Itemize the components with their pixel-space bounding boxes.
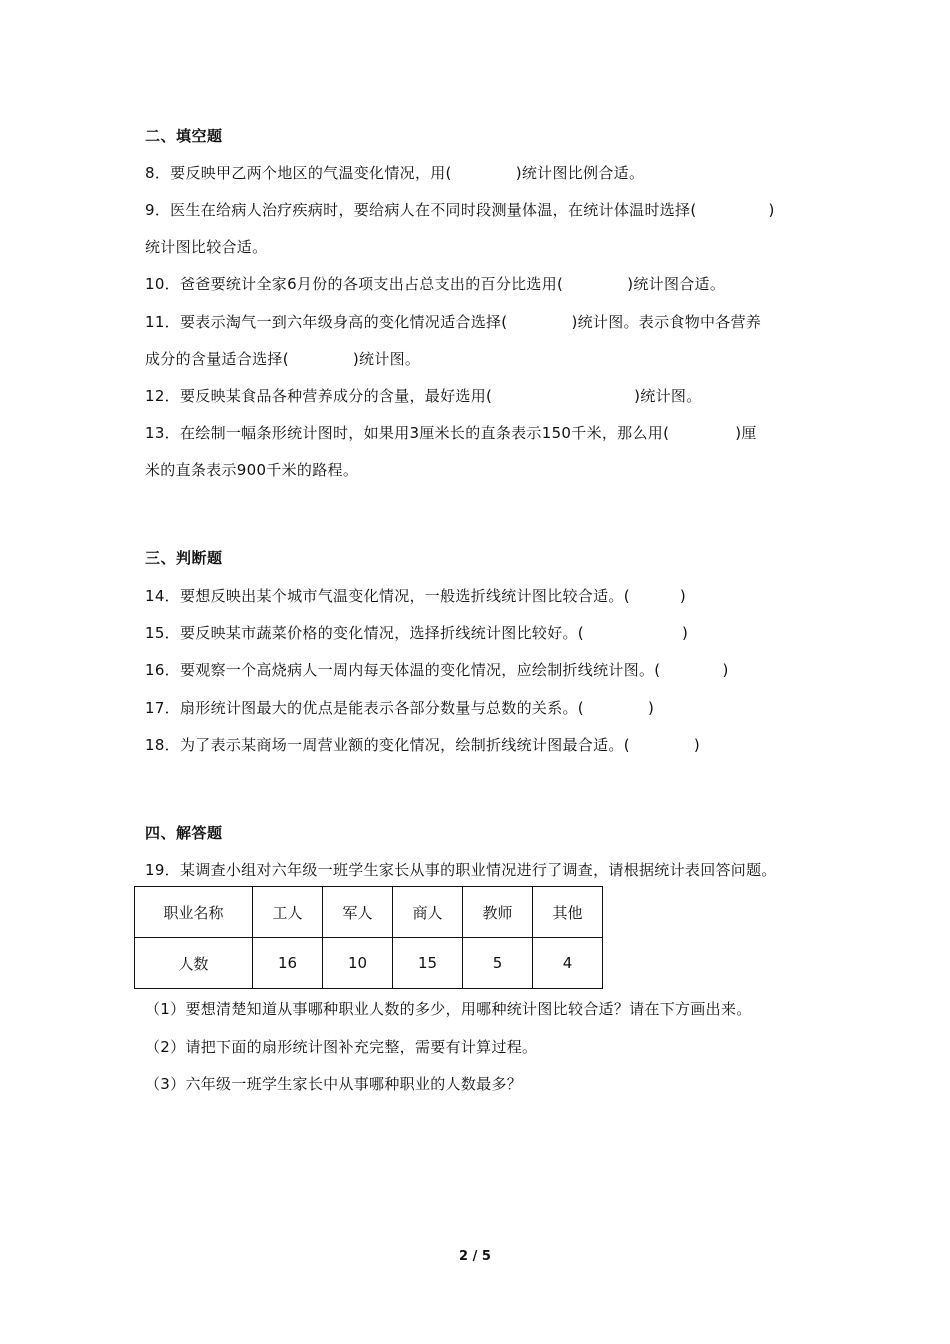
question-11 <box>145 311 761 332</box>
q10-text-before: 10．爸爸要统计全家6月份的各项支出占总支出的百分比选用( <box>145 275 564 293</box>
question-9 <box>145 199 775 220</box>
q18-text-before: 18．为了表示某商场一周营业额的变化情况，绘制折线统计图最合适。( <box>145 736 630 754</box>
section-title-answer: 四、解答题 <box>145 824 223 842</box>
q15-text-before: 15．要反映某市蔬菜价格的变化情况，选择折线统计图比较好。( <box>145 624 584 642</box>
question-12 <box>145 385 702 406</box>
sub-question-3: （3）六年级一班学生家长中从事哪种职业的人数最多？ <box>145 1075 523 1093</box>
q11-text-before: 11．要表示淘气一到六年级身高的变化情况适合选择( <box>145 313 508 331</box>
q9-text-after: ) <box>768 201 775 219</box>
q11-cont-before: 成分的含量适合选择( <box>145 350 289 368</box>
question-15 <box>145 622 688 643</box>
table-header-label: 职业名称 <box>135 887 253 938</box>
table-header-cell: 工人 <box>253 887 323 938</box>
occupation-table <box>134 886 603 989</box>
table-header-row <box>135 887 603 938</box>
sub-question-2: （2）请把下面的扇形统计图补充完整，需要有计算过程。 <box>145 1038 538 1056</box>
q16-text-after: ) <box>722 661 729 679</box>
q13-text-before: 13．在绘制一幅条形统计图时，如果用3厘米长的直条表示150千米，那么用( <box>145 424 670 442</box>
q11-cont-after: )统计图。 <box>352 350 421 368</box>
question-10 <box>145 273 725 294</box>
q14-text-before: 14．要想反映出某个城市气温变化情况，一般选折线统计图比较合适。( <box>145 587 630 605</box>
question-9-continued: 统计图比较合适。 <box>145 238 268 256</box>
question-16 <box>145 659 729 680</box>
q17-text-before: 17．扇形统计图最大的优点是能表示各部分数量与总数的关系。( <box>145 699 584 717</box>
question-8 <box>145 162 644 183</box>
q13-text-after: )厘 <box>735 424 757 442</box>
q15-text-after: ) <box>681 624 689 642</box>
q11-text-after: )统计图。表示食物中各营养 <box>571 313 762 331</box>
table-header-cell: 商人 <box>393 887 463 938</box>
table-row <box>135 938 603 989</box>
q18-text-after: ) <box>693 736 700 754</box>
question-14 <box>145 585 686 606</box>
q10-text-after: )统计图合适。 <box>627 275 726 293</box>
table-header-cell: 教师 <box>463 887 533 938</box>
table-header-cell: 其他 <box>533 887 603 938</box>
question-11-continued <box>145 348 420 369</box>
table-cell: 4 <box>533 938 603 989</box>
q8-text-before: 8．要反映甲乙两个地区的气温变化情况，用( <box>145 164 452 182</box>
question-13 <box>145 422 757 443</box>
q12-text-before: 12．要反映某食品各种营养成分的含量，最好选用( <box>145 387 493 405</box>
q8-text-after: )统计图比例合适。 <box>515 164 645 182</box>
question-19: 19．某调查小组对六年级一班学生家长从事的职业情况进行了调查，请根据统计表回答问题。 <box>145 861 777 879</box>
q9-text-before: 9．医生在给病人治疗疾病时，要给病人在不同时段测量体温，在统计体温时选择( <box>145 201 697 219</box>
sub-question-1: （1）要想清楚知道从事哪种职业人数的多少，用哪种统计图比较合适？请在下方画出来。 <box>145 1000 752 1018</box>
table-header-cell: 军人 <box>323 887 393 938</box>
section-title-fill-in: 二、填空题 <box>145 127 223 145</box>
table-cell: 5 <box>463 938 533 989</box>
section-title-true-false: 三、判断题 <box>145 549 223 567</box>
q17-text-after: ) <box>647 699 655 717</box>
table-cell: 15 <box>393 938 463 989</box>
q12-text-after: )统计图。 <box>634 387 702 405</box>
table-cell: 10 <box>323 938 393 989</box>
q16-text-before: 16．要观察一个高烧病人一周内每天体温的变化情况，应绘制折线统计图。( <box>145 661 661 679</box>
question-17 <box>145 697 654 718</box>
table-cell: 16 <box>253 938 323 989</box>
question-18 <box>145 734 700 755</box>
page-number: 2 / 5 <box>459 1249 491 1264</box>
question-13-continued: 米的直条表示900千米的路程。 <box>145 461 359 479</box>
table-row-label: 人数 <box>135 938 253 989</box>
q14-text-after: ) <box>679 587 686 605</box>
